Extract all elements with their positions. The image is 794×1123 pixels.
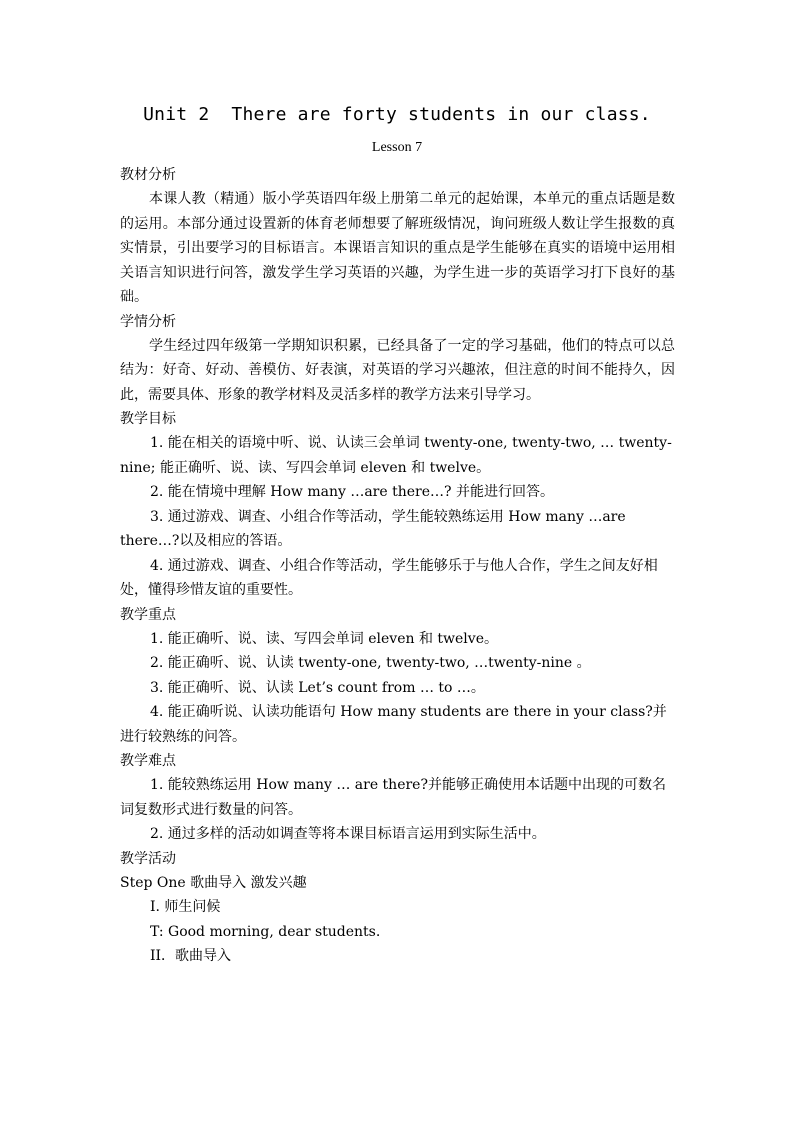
key-point-item: 2. 能正确听、说、认读 twenty-one, twenty-two, …twenty-nine 。 <box>150 655 591 671</box>
section-heading-goals: 教学目标 <box>120 411 176 427</box>
textbook-paragraph: 本课人教（精通）版小学英语四年级上册第二单元的起始课，本单元的重点话题是数的运用。本部分通过设置新的体育老师想要了解班级情况，询问班级人数让学生报数的真实情景，引出要学习的目标语言。本课语言知识的重点是学生能够在真实的语境中运用相关语言知识进行问答，激发学生学习英语的兴趣，为学生进一步的英语学习打下良好的基础。 <box>120 191 675 305</box>
section-heading-learners: 学情分析 <box>120 313 176 330</box>
document-title: Unit 2 There are forty students in our class. <box>143 104 651 125</box>
section-heading-difficulties: 教学难点 <box>120 753 176 769</box>
section-heading-activities: 教学活动 <box>120 850 176 867</box>
goal-item: 1. 能在相关的语境中听、说、认读三会单词 twenty-one, twenty-two, … twenty-nine; 能正确听、说、读、写四会单词 eleven 和 twelve。 <box>120 435 672 476</box>
key-point-item: 1. 能正确听、说、读、写四会单词 eleven 和 twelve。 <box>150 630 498 647</box>
section-heading-textbook: 教材分析 <box>120 167 176 183</box>
difficulty-item: 2. 通过多样的活动如调查等将本课目标语言运用到实际生活中。 <box>150 826 546 842</box>
document-body <box>120 163 675 969</box>
activity-sub-item: II．歌曲导入 <box>150 948 232 964</box>
goal-item: 2. 能在情境中理解 How many …are there…? 并能进行回答。 <box>150 484 554 500</box>
goal-item: 3. 通过游戏、调查、小组合作等活动，学生能较熟练运用 How many …are there…?以及相应的答语。 <box>120 508 626 549</box>
activity-step-one: Step One 歌曲导入 激发兴趣 <box>120 874 307 891</box>
goal-item: 4. 通过游戏、调查、小组合作等活动，学生能够乐于与他人合作，学生之间友好相处，懂得珍惜友谊的重要性。 <box>120 557 658 598</box>
difficulty-item: 1. 能较熟练运用 How many … are there?并能够正确使用本话题中出现的可数名词复数形式进行数量的问答。 <box>120 777 666 818</box>
section-heading-key-points: 教学重点 <box>120 606 176 623</box>
key-point-item: 3. 能正确听、说、认读 Let’s count from … to …。 <box>150 679 485 696</box>
key-point-item: 4. 能正确听说、认读功能语句 How many students are there in your class?并进行较熟练的问答。 <box>120 704 667 745</box>
activity-sub-item: I. 师生问候 <box>150 899 221 915</box>
activity-sub-item: T: Good morning, dear students. <box>150 923 381 940</box>
learners-paragraph: 学生经过四年级第一学期知识积累，已经具备了一定的学习基础，他们的特点可以总结为：好奇、好动、善模仿、好表演，对英语的学习兴趣浓，但注意的时间不能持久，因此，需要具体、形象的教学材料及灵活多样的教学方法来引导学习。 <box>120 337 675 403</box>
lesson-subtitle: Lesson 7 <box>371 140 423 155</box>
